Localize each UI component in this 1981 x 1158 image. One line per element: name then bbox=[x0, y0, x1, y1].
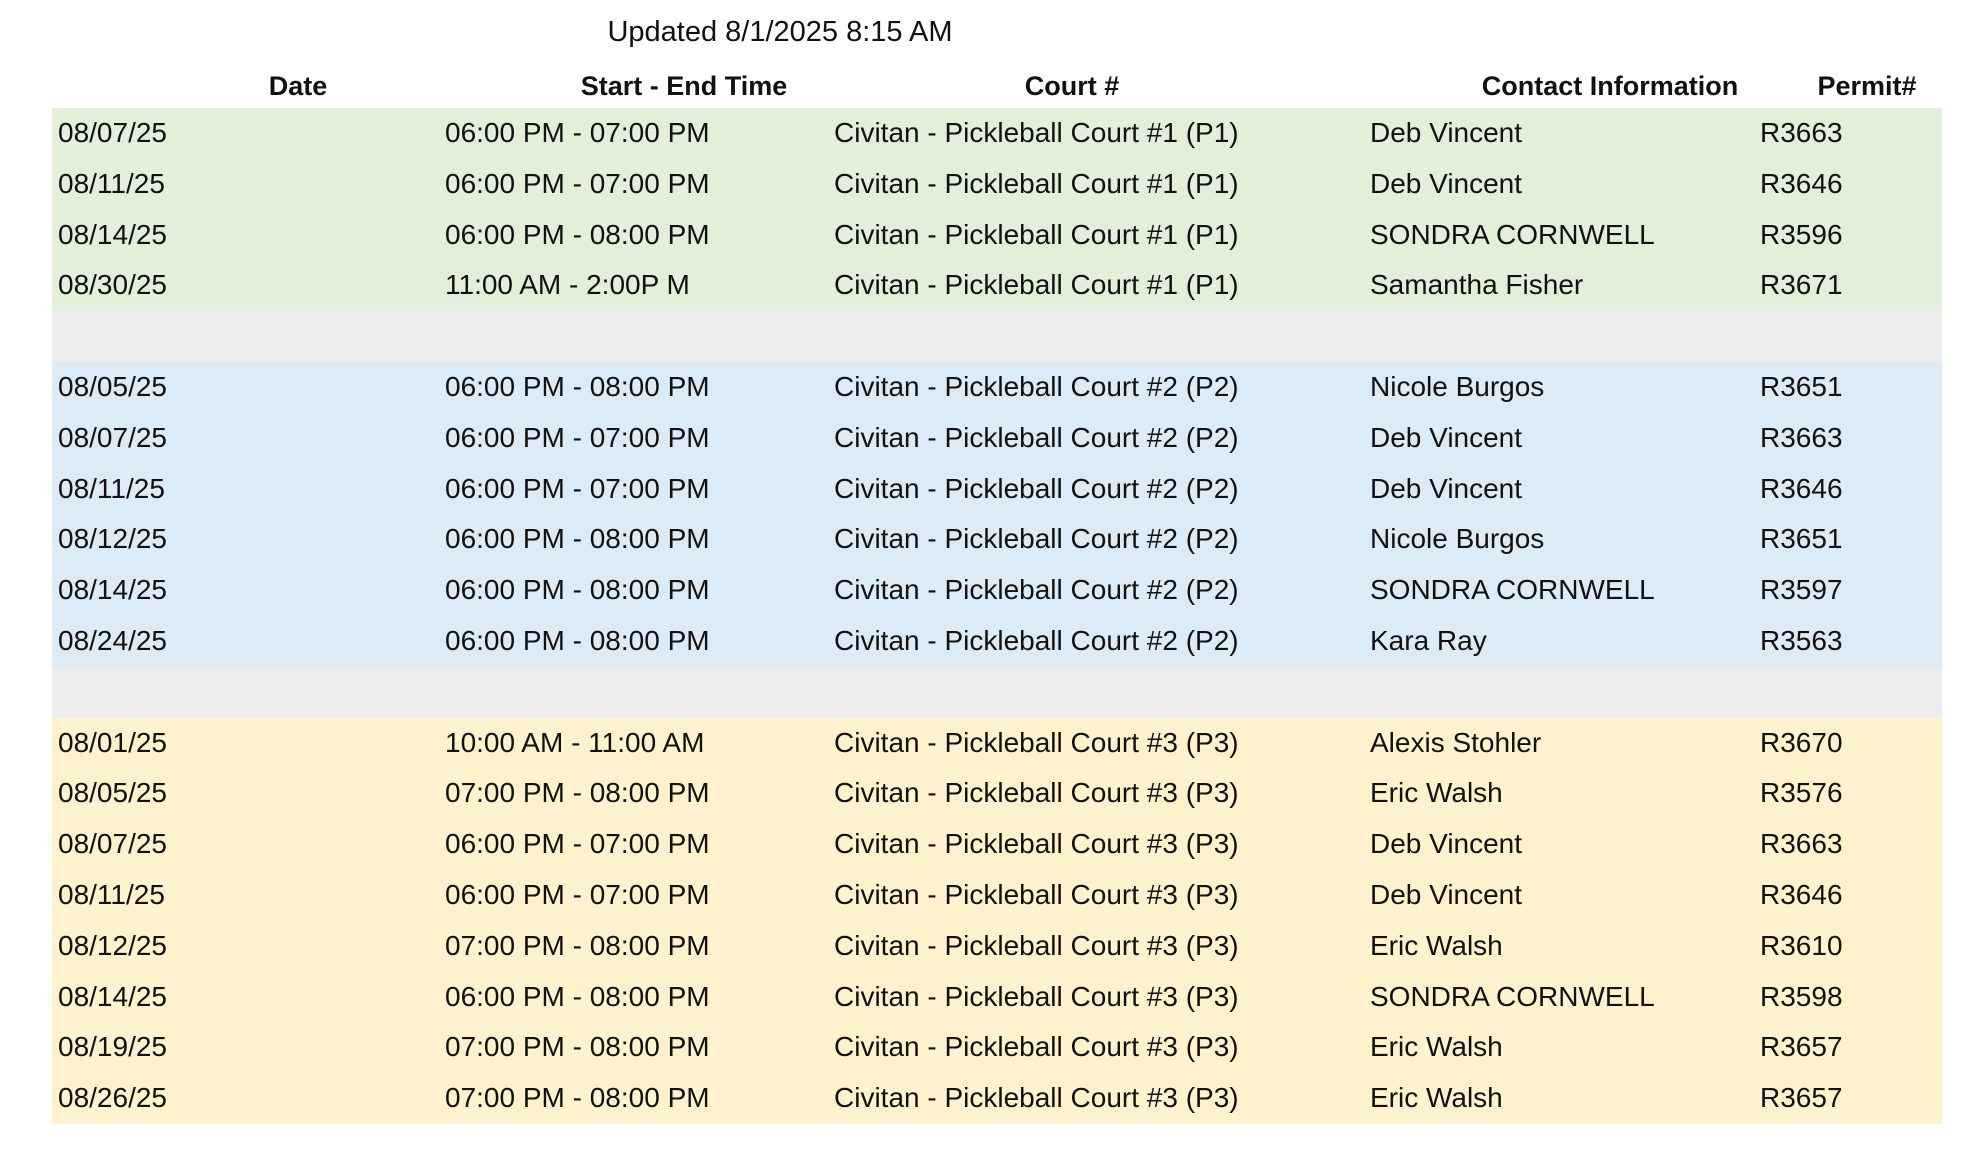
cell-contact: SONDRA CORNWELL bbox=[1370, 574, 1655, 606]
cell-date: 08/30/25 bbox=[58, 269, 167, 301]
cell-contact: Deb Vincent bbox=[1370, 472, 1523, 504]
cell-permit: R3598 bbox=[1760, 980, 1843, 1012]
cell-contact: Alexis Stohler bbox=[1370, 726, 1542, 758]
table-row bbox=[52, 413, 1942, 464]
table-row bbox=[52, 616, 1942, 667]
cell-permit: R3646 bbox=[1760, 167, 1843, 199]
cell-court: Civitan - Pickleball Court #3 (P3) bbox=[834, 1031, 1239, 1063]
cell-contact: Eric Walsh bbox=[1370, 777, 1503, 809]
cell-court: Civitan - Pickleball Court #3 (P3) bbox=[834, 929, 1239, 961]
cell-time: 06:00 PM - 08:00 PM bbox=[445, 624, 710, 656]
group-divider bbox=[52, 667, 1942, 718]
cell-contact: Kara Ray bbox=[1370, 624, 1487, 656]
cell-contact: Deb Vincent bbox=[1370, 421, 1523, 453]
cell-date: 08/11/25 bbox=[58, 167, 165, 199]
table-row bbox=[52, 210, 1942, 261]
header-date: Date bbox=[268, 71, 328, 101]
court-group bbox=[52, 718, 1942, 1124]
cell-court: Civitan - Pickleball Court #2 (P2) bbox=[834, 370, 1239, 402]
cell-date: 08/11/25 bbox=[58, 878, 165, 910]
table-row bbox=[52, 819, 1942, 870]
cell-contact: SONDRA CORNWELL bbox=[1370, 980, 1655, 1012]
table-row bbox=[52, 362, 1942, 413]
cell-date: 08/01/25 bbox=[58, 726, 167, 758]
cell-permit: R3663 bbox=[1760, 117, 1843, 148]
cell-contact: Deb Vincent bbox=[1370, 878, 1523, 910]
cell-date: 08/07/25 bbox=[58, 828, 167, 860]
cell-contact: Nicole Burgos bbox=[1370, 523, 1545, 555]
cell-time: 06:00 PM - 08:00 PM bbox=[445, 980, 710, 1012]
cell-time: 07:00 PM - 08:00 PM bbox=[445, 1031, 710, 1063]
cell-time: 06:00 PM - 08:00 PM bbox=[445, 574, 710, 606]
header-contact: Contact Information bbox=[1481, 71, 1739, 101]
table-row bbox=[52, 159, 1942, 210]
cell-date: 08/07/25 bbox=[58, 421, 167, 453]
cell-time: 07:00 PM - 08:00 PM bbox=[445, 929, 710, 961]
table-row bbox=[52, 1073, 1942, 1124]
cell-contact: Deb Vincent bbox=[1370, 828, 1523, 860]
cell-permit: R3576 bbox=[1760, 777, 1843, 809]
cell-court: Civitan - Pickleball Court #2 (P2) bbox=[834, 421, 1239, 453]
header-court: Court # bbox=[1024, 71, 1120, 101]
cell-permit: R3663 bbox=[1760, 421, 1843, 453]
cell-time: 06:00 PM - 07:00 PM bbox=[445, 167, 710, 199]
table-row bbox=[52, 565, 1942, 616]
cell-time: 11:00 AM - 2:00P M bbox=[445, 269, 690, 301]
cell-date: 08/12/25 bbox=[58, 929, 167, 961]
cell-time: 06:00 PM - 07:00 PM bbox=[445, 878, 710, 910]
table-row bbox=[52, 768, 1942, 819]
cell-court: Civitan - Pickleball Court #3 (P3) bbox=[834, 878, 1239, 910]
cell-permit: R3657 bbox=[1760, 1082, 1843, 1114]
cell-permit: R3663 bbox=[1760, 828, 1843, 860]
table-row bbox=[52, 108, 1942, 159]
cell-permit: R3597 bbox=[1760, 574, 1843, 606]
cell-court: Civitan - Pickleball Court #3 (P3) bbox=[834, 777, 1239, 809]
cell-permit: R3657 bbox=[1760, 1031, 1843, 1063]
table-row bbox=[52, 870, 1942, 921]
table-row bbox=[52, 464, 1942, 515]
cell-time: 06:00 PM - 08:00 PM bbox=[445, 370, 710, 402]
court-group bbox=[52, 362, 1942, 667]
cell-date: 08/14/25 bbox=[58, 218, 167, 250]
table-row bbox=[52, 972, 1942, 1023]
table-row bbox=[52, 1022, 1942, 1073]
cell-permit: R3596 bbox=[1760, 218, 1843, 250]
cell-time: 06:00 PM - 07:00 PM bbox=[445, 117, 710, 148]
cell-court: Civitan - Pickleball Court #1 (P1) bbox=[834, 269, 1239, 301]
reservation-table bbox=[52, 64, 1942, 1124]
cell-court: Civitan - Pickleball Court #2 (P2) bbox=[834, 523, 1239, 555]
cell-contact: Nicole Burgos bbox=[1370, 370, 1545, 402]
cell-time: 07:00 PM - 08:00 PM bbox=[445, 1082, 710, 1114]
cell-date: 08/14/25 bbox=[58, 980, 167, 1012]
header-permit: Permit# bbox=[1817, 71, 1917, 101]
cell-permit: R3646 bbox=[1760, 472, 1843, 504]
cell-permit: R3670 bbox=[1760, 726, 1843, 758]
cell-permit: R3563 bbox=[1760, 624, 1843, 656]
cell-time: 06:00 PM - 07:00 PM bbox=[445, 421, 710, 453]
cell-time: 06:00 PM - 07:00 PM bbox=[445, 472, 710, 504]
cell-permit: R3610 bbox=[1760, 929, 1843, 961]
table-row bbox=[52, 718, 1942, 769]
cell-court: Civitan - Pickleball Court #3 (P3) bbox=[834, 828, 1239, 860]
cell-contact: Samantha Fisher bbox=[1370, 269, 1584, 301]
updated-timestamp: Updated 8/1/2025 8:15 AM bbox=[607, 16, 953, 48]
cell-contact: Eric Walsh bbox=[1370, 1031, 1503, 1063]
cell-contact: Eric Walsh bbox=[1370, 929, 1503, 961]
cell-contact: Deb Vincent bbox=[1370, 167, 1523, 199]
cell-court: Civitan - Pickleball Court #1 (P1) bbox=[834, 218, 1239, 250]
cell-contact: SONDRA CORNWELL bbox=[1370, 218, 1655, 250]
group-divider bbox=[52, 311, 1942, 362]
cell-date: 08/05/25 bbox=[58, 370, 167, 402]
cell-permit: R3646 bbox=[1760, 878, 1843, 910]
cell-date: 08/14/25 bbox=[58, 574, 167, 606]
header-time: Start - End Time bbox=[580, 71, 788, 101]
cell-contact: Deb Vincent bbox=[1370, 117, 1523, 148]
cell-court: Civitan - Pickleball Court #3 (P3) bbox=[834, 726, 1239, 758]
table-row bbox=[52, 260, 1942, 311]
cell-court: Civitan - Pickleball Court #1 (P1) bbox=[834, 117, 1239, 148]
table-header bbox=[52, 64, 1942, 108]
cell-permit: R3671 bbox=[1760, 269, 1843, 301]
cell-date: 08/24/25 bbox=[58, 624, 167, 656]
cell-date: 08/11/25 bbox=[58, 472, 165, 504]
table-row bbox=[52, 514, 1942, 565]
cell-court: Civitan - Pickleball Court #2 (P2) bbox=[834, 624, 1239, 656]
cell-court: Civitan - Pickleball Court #2 (P2) bbox=[834, 472, 1239, 504]
table-body bbox=[52, 108, 1942, 1124]
cell-court: Civitan - Pickleball Court #2 (P2) bbox=[834, 574, 1239, 606]
cell-time: 07:00 PM - 08:00 PM bbox=[445, 777, 710, 809]
table-row bbox=[52, 921, 1942, 972]
cell-contact: Eric Walsh bbox=[1370, 1082, 1503, 1114]
cell-court: Civitan - Pickleball Court #3 (P3) bbox=[834, 1082, 1239, 1114]
cell-permit: R3651 bbox=[1760, 370, 1843, 402]
court-group bbox=[52, 108, 1942, 311]
cell-date: 08/26/25 bbox=[58, 1082, 167, 1114]
cell-date: 08/05/25 bbox=[58, 777, 167, 809]
cell-time: 06:00 PM - 08:00 PM bbox=[445, 523, 710, 555]
cell-date: 08/12/25 bbox=[58, 523, 167, 555]
cell-time: 10:00 AM - 11:00 AM bbox=[445, 726, 705, 758]
cell-time: 06:00 PM - 08:00 PM bbox=[445, 218, 710, 250]
cell-date: 08/07/25 bbox=[58, 117, 167, 148]
cell-court: Civitan - Pickleball Court #3 (P3) bbox=[834, 980, 1239, 1012]
cell-date: 08/19/25 bbox=[58, 1031, 167, 1063]
cell-court: Civitan - Pickleball Court #1 (P1) bbox=[834, 167, 1239, 199]
cell-time: 06:00 PM - 07:00 PM bbox=[445, 828, 710, 860]
cell-permit: R3651 bbox=[1760, 523, 1843, 555]
